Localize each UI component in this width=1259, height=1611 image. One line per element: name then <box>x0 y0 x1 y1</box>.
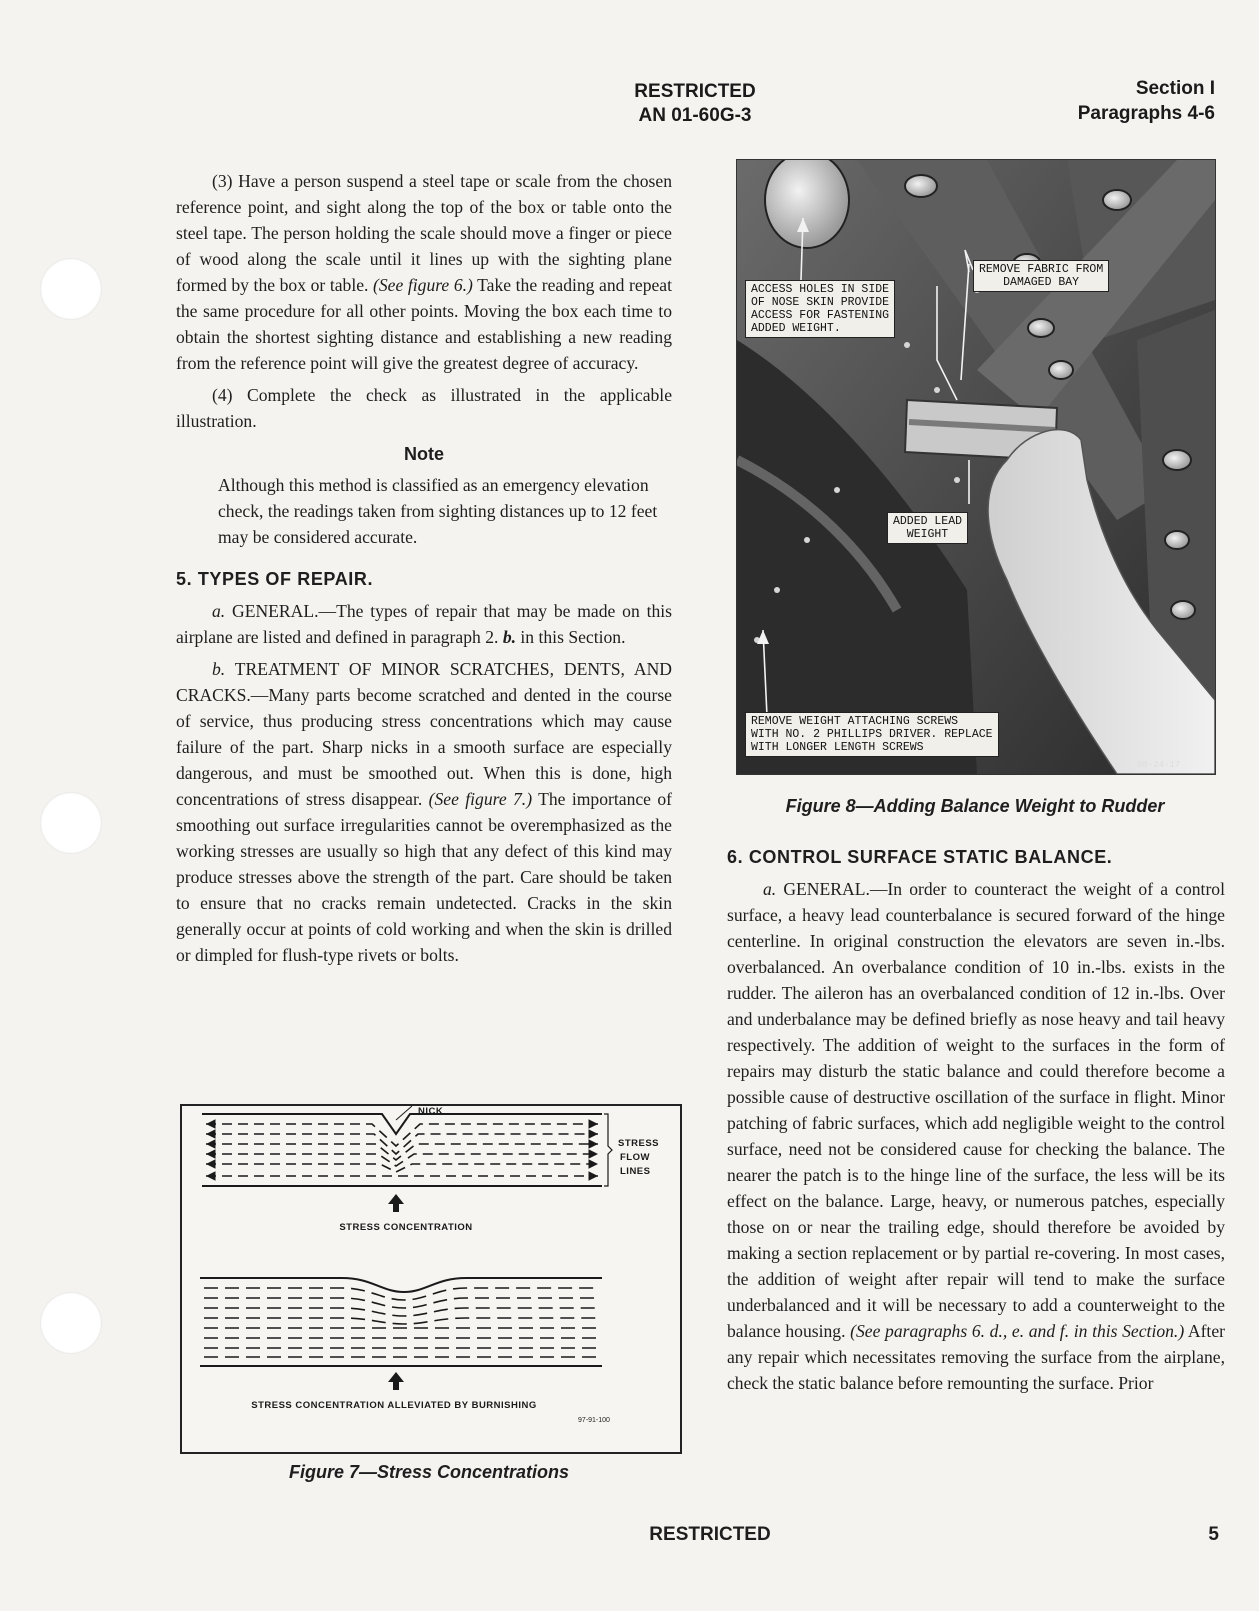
header-paragraphs: Paragraphs 4-6 <box>1077 103 1215 124</box>
p6a-label: a. <box>763 879 777 899</box>
figure-8-caption: Figure 8—Adding Balance Weight to Rudder <box>785 796 1165 816</box>
section-6-heading: 6. CONTROL SURFACE STATIC BALANCE. <box>727 847 1113 867</box>
left-column <box>176 168 672 968</box>
rudder-photo-svg <box>737 160 1215 774</box>
stress-flow-lines <box>206 1124 598 1176</box>
binder-hole-middle <box>40 792 102 854</box>
header-section: Section I <box>1135 78 1215 99</box>
paragraph-5b <box>176 656 672 968</box>
label-stress-flow-3: LINES <box>620 1166 651 1177</box>
p3-text-b: Take the reading and repeat the same procedure for all other points. Moving the box each time to obtain the shortest sighting distance and establishing a new reading from the reference point will give the greatest degree of accuracy. <box>176 275 673 373</box>
page-header-center <box>580 80 810 128</box>
p5b-text-a: TREATMENT OF MINOR SCRATCHES, DENTS, AND CRACKS.—Many parts become scratched and dented in the course of service, thus producing stress concentrations which may cause failure of the part. Sharp nicks in a smooth surface are especially dangerous, and must be smoothed out. When this is done, high concentrations of stress disappear. <box>176 659 672 809</box>
concentration-arrow-bottom <box>388 1372 404 1390</box>
binder-hole-bottom <box>40 1292 102 1354</box>
paragraph-4-4: (4) Complete the check as illustrated in the applicable illustration. <box>176 385 672 431</box>
bottom-surface-line <box>200 1278 602 1292</box>
page-header-right <box>1078 76 1215 126</box>
p5b-label: b. <box>212 659 226 679</box>
note-heading: Note <box>404 444 444 464</box>
label-access-holes: ACCESS HOLES IN SIDE OF NOSE SKIN PROVIDE ACCESS FOR FASTENING ADDED WEIGHT. <box>745 280 895 338</box>
binder-hole-top <box>40 258 102 320</box>
header-doc-number: AN 01-60G-3 <box>638 105 752 126</box>
p3-text-a: (3) Have a person suspend a steel tape or scale from the chosen reference point, and sight along the top of the box or table onto the steel tape. The person holding the scale should move a finger or piece of wood along the scale until it lines up with the sighting plane formed by the box or table. <box>176 171 672 295</box>
p5a-text-a: GENERAL.—The types of repair that may be made on this airplane are listed and defined in paragraph 2. <box>176 601 672 647</box>
figure-6-reference: (See figure 6.) <box>373 275 473 295</box>
burnished-flow-lines <box>204 1288 600 1357</box>
page-number: 5 <box>1208 1524 1219 1545</box>
note-text: Although this method is classified as an emergency elevation check, the readings taken from sighting distances up to 12 feet may be considered accurate. <box>218 475 658 547</box>
right-column <box>727 844 1225 1396</box>
concentration-arrow-top <box>388 1194 404 1212</box>
paragraph-4-3 <box>176 168 672 376</box>
figure-7-diagram <box>180 1104 682 1454</box>
paragraph-6a <box>727 876 1225 1396</box>
section-5-heading: 5. TYPES OF REPAIR. <box>176 569 374 589</box>
label-added-lead-weight: ADDED LEAD WEIGHT <box>887 512 968 544</box>
figure-7-caption: Figure 7—Stress Concentrations <box>288 1462 570 1482</box>
figure-8-photo <box>736 159 1216 775</box>
label-remove-screws: REMOVE WEIGHT ATTACHING SCREWS WITH NO. 2 PHILLIPS DRIVER. REPLACE WITH LONGER LENGTH SCREWS <box>745 712 999 757</box>
p5a-label: a. <box>212 601 226 621</box>
paragraph-6-reference: (See paragraphs 6. d., e. and f. in this Section.) <box>850 1321 1185 1341</box>
label-concentration: STRESS CONCENTRATION <box>339 1222 473 1233</box>
figure-7-ref-number: 97-91-100 <box>578 1417 610 1424</box>
paragraph-5a <box>176 598 672 650</box>
label-nick: NICK <box>418 1106 444 1117</box>
stress-diagram-svg <box>182 1106 680 1452</box>
p5a-text-b: in this Section. <box>516 627 626 647</box>
label-stress-flow-2: FLOW <box>620 1152 650 1163</box>
header-classification: RESTRICTED <box>634 81 756 102</box>
figure-7-reference: (See figure 7.) <box>428 789 533 809</box>
p6a-text-a: GENERAL.—In order to counteract the weight of a control surface, a heavy lead counterbalance is secured forward of the hinge centerline. In original construction the elevators are seven in.-lbs. overbalanced. An overbalance condition of 10 in.-lbs. exists in the rudder. The aileron has an overbalanced condition of 12 in.-lbs. Over and underbalance may be defined briefly as nose heavy and tail heavy respectively. The addition of weight to the surfaces in the form of repairs may disturb the static balance and could therefore become a possible cause of destructive oscillation of the surface in flight. Minor patching of fabric surfaces, which add negligible weight to the control surface, need not be considered cause for checking the balance. The nearer the patch is to the hinge line of the surface, the less will be its effect on the balance. Large, heavy, or numerous patches, especially those on or near the trailing edge, should therefore be avoided by making a section replacement or by partial re-covering. In most cases, the addition of weight after repair will tend to make the surface underbalanced and it will be necessary to add a counterweight to the balance housing. <box>727 879 1225 1341</box>
figure-8-ref-number: 98-24-17 <box>1137 760 1181 770</box>
footer-classification: RESTRICTED <box>649 1524 771 1545</box>
flow-bracket <box>604 1114 612 1186</box>
p5a-ref: b. <box>502 627 517 647</box>
p6a-text-b: After any repair which necessitates removing the surface from the airplane, check the static balance before remounting the surface. Prior <box>727 1321 1225 1393</box>
label-remove-fabric: REMOVE FABRIC FROM DAMAGED BAY <box>973 260 1109 292</box>
p5b-text-b: The importance of smoothing out surface irregularities cannot be overemphasized as the working stresses are usually so high that any defect of this kind may produce stresses above the strength of the part. Care should be taken to ensure that no cracks remain undetected. Cracks in the skin generally occur at points of cold working and when the skin is drilled or dimpled for flush-type rivets or bolts. <box>176 789 672 965</box>
label-alleviated: STRESS CONCENTRATION ALLEVIATED BY BURNISHING <box>251 1400 537 1411</box>
label-stress-flow-1: STRESS <box>618 1138 660 1149</box>
